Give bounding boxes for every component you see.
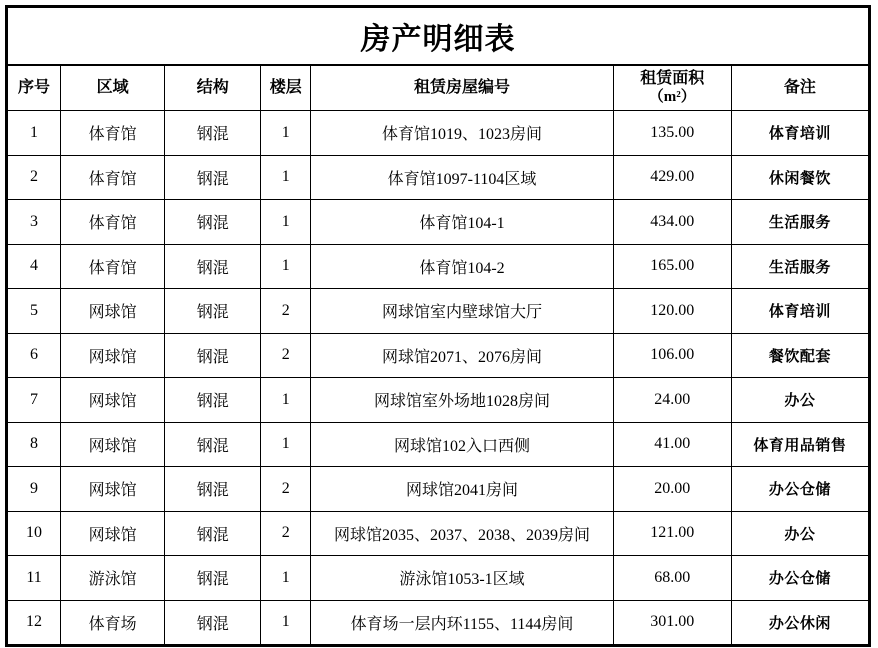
cell-unit: 体育馆1019、1023房间 [311,111,613,156]
cell-area: 网球馆 [61,378,165,423]
cell-floor: 1 [261,155,311,200]
cell-size: 41.00 [613,422,731,467]
cell-floor: 2 [261,511,311,556]
property-detail-sheet [5,5,871,647]
column-header-size-label: 租赁面积 [640,70,705,88]
cell-unit: 网球馆2071、2076房间 [311,333,613,378]
cell-size: 135.00 [613,111,731,156]
table-body [7,111,870,646]
cell-no: 7 [7,378,61,423]
column-header-structure: 结构 [165,65,261,111]
cell-structure: 钢混 [165,111,261,156]
cell-floor: 2 [261,467,311,512]
cell-no: 9 [7,467,61,512]
cell-floor: 1 [261,600,311,646]
cell-size: 20.00 [613,467,731,512]
table-row [7,467,870,512]
column-header-size [613,65,731,111]
cell-area: 网球馆 [61,467,165,512]
cell-area: 体育场 [61,600,165,646]
cell-size: 301.00 [613,600,731,646]
cell-area: 体育馆 [61,200,165,245]
table-row [7,556,870,601]
column-header-unit: 租赁房屋编号 [311,65,613,111]
cell-structure: 钢混 [165,378,261,423]
cell-remark: 办公 [731,378,869,423]
column-header-remark: 备注 [731,65,869,111]
cell-unit: 体育馆104-2 [311,244,613,289]
cell-remark: 生活服务 [731,244,869,289]
cell-size: 434.00 [613,200,731,245]
cell-remark: 体育用品销售 [731,422,869,467]
cell-area: 体育馆 [61,111,165,156]
cell-unit: 体育馆1097-1104区域 [311,155,613,200]
cell-size: 121.00 [613,511,731,556]
cell-area: 体育馆 [61,244,165,289]
cell-remark: 办公仓储 [731,556,869,601]
cell-remark: 生活服务 [731,200,869,245]
cell-unit: 网球馆室外场地1028房间 [311,378,613,423]
cell-structure: 钢混 [165,467,261,512]
cell-no: 10 [7,511,61,556]
property-detail-table [5,5,871,647]
cell-floor: 1 [261,200,311,245]
cell-remark: 办公仓储 [731,467,869,512]
cell-size: 429.00 [613,155,731,200]
cell-floor: 1 [261,422,311,467]
table-row [7,422,870,467]
cell-structure: 钢混 [165,600,261,646]
table-row [7,244,870,289]
cell-area: 网球馆 [61,333,165,378]
table-row [7,289,870,334]
cell-floor: 2 [261,289,311,334]
table-row [7,200,870,245]
cell-no: 8 [7,422,61,467]
cell-no: 12 [7,600,61,646]
cell-unit: 网球馆102入口西侧 [311,422,613,467]
cell-structure: 钢混 [165,333,261,378]
cell-no: 5 [7,289,61,334]
cell-unit: 网球馆室内壁球馆大厅 [311,289,613,334]
cell-unit: 网球馆2035、2037、2038、2039房间 [311,511,613,556]
cell-unit: 网球馆2041房间 [311,467,613,512]
cell-floor: 1 [261,244,311,289]
cell-no: 4 [7,244,61,289]
table-row [7,600,870,646]
cell-unit: 游泳馆1053-1区域 [311,556,613,601]
cell-size: 24.00 [613,378,731,423]
cell-structure: 钢混 [165,289,261,334]
cell-no: 11 [7,556,61,601]
header-row [7,65,870,111]
cell-size: 120.00 [613,289,731,334]
cell-remark: 体育培训 [731,111,869,156]
cell-size: 68.00 [613,556,731,601]
cell-area: 游泳馆 [61,556,165,601]
cell-structure: 钢混 [165,244,261,289]
table-row [7,111,870,156]
cell-unit: 体育场一层内环1155、1144房间 [311,600,613,646]
cell-unit: 体育馆104-1 [311,200,613,245]
cell-no: 1 [7,111,61,156]
cell-area: 网球馆 [61,422,165,467]
cell-structure: 钢混 [165,422,261,467]
column-header-floor: 楼层 [261,65,311,111]
cell-structure: 钢混 [165,511,261,556]
table-row [7,511,870,556]
title-row [7,7,870,66]
column-header-size-unit: （m²） [648,88,696,105]
cell-remark: 办公休闲 [731,600,869,646]
table-row [7,333,870,378]
cell-area: 网球馆 [61,289,165,334]
cell-structure: 钢混 [165,155,261,200]
column-header-no: 序号 [7,65,61,111]
cell-area: 网球馆 [61,511,165,556]
cell-area: 体育馆 [61,155,165,200]
table-row [7,155,870,200]
cell-structure: 钢混 [165,200,261,245]
cell-remark: 休闲餐饮 [731,155,869,200]
cell-size: 165.00 [613,244,731,289]
cell-floor: 1 [261,378,311,423]
column-header-area: 区域 [61,65,165,111]
cell-floor: 1 [261,556,311,601]
cell-no: 3 [7,200,61,245]
cell-remark: 体育培训 [731,289,869,334]
cell-remark: 办公 [731,511,869,556]
page-title: 房产明细表 [7,7,870,66]
table-row [7,378,870,423]
cell-floor: 2 [261,333,311,378]
cell-no: 6 [7,333,61,378]
cell-structure: 钢混 [165,556,261,601]
cell-floor: 1 [261,111,311,156]
cell-no: 2 [7,155,61,200]
cell-size: 106.00 [613,333,731,378]
cell-remark: 餐饮配套 [731,333,869,378]
